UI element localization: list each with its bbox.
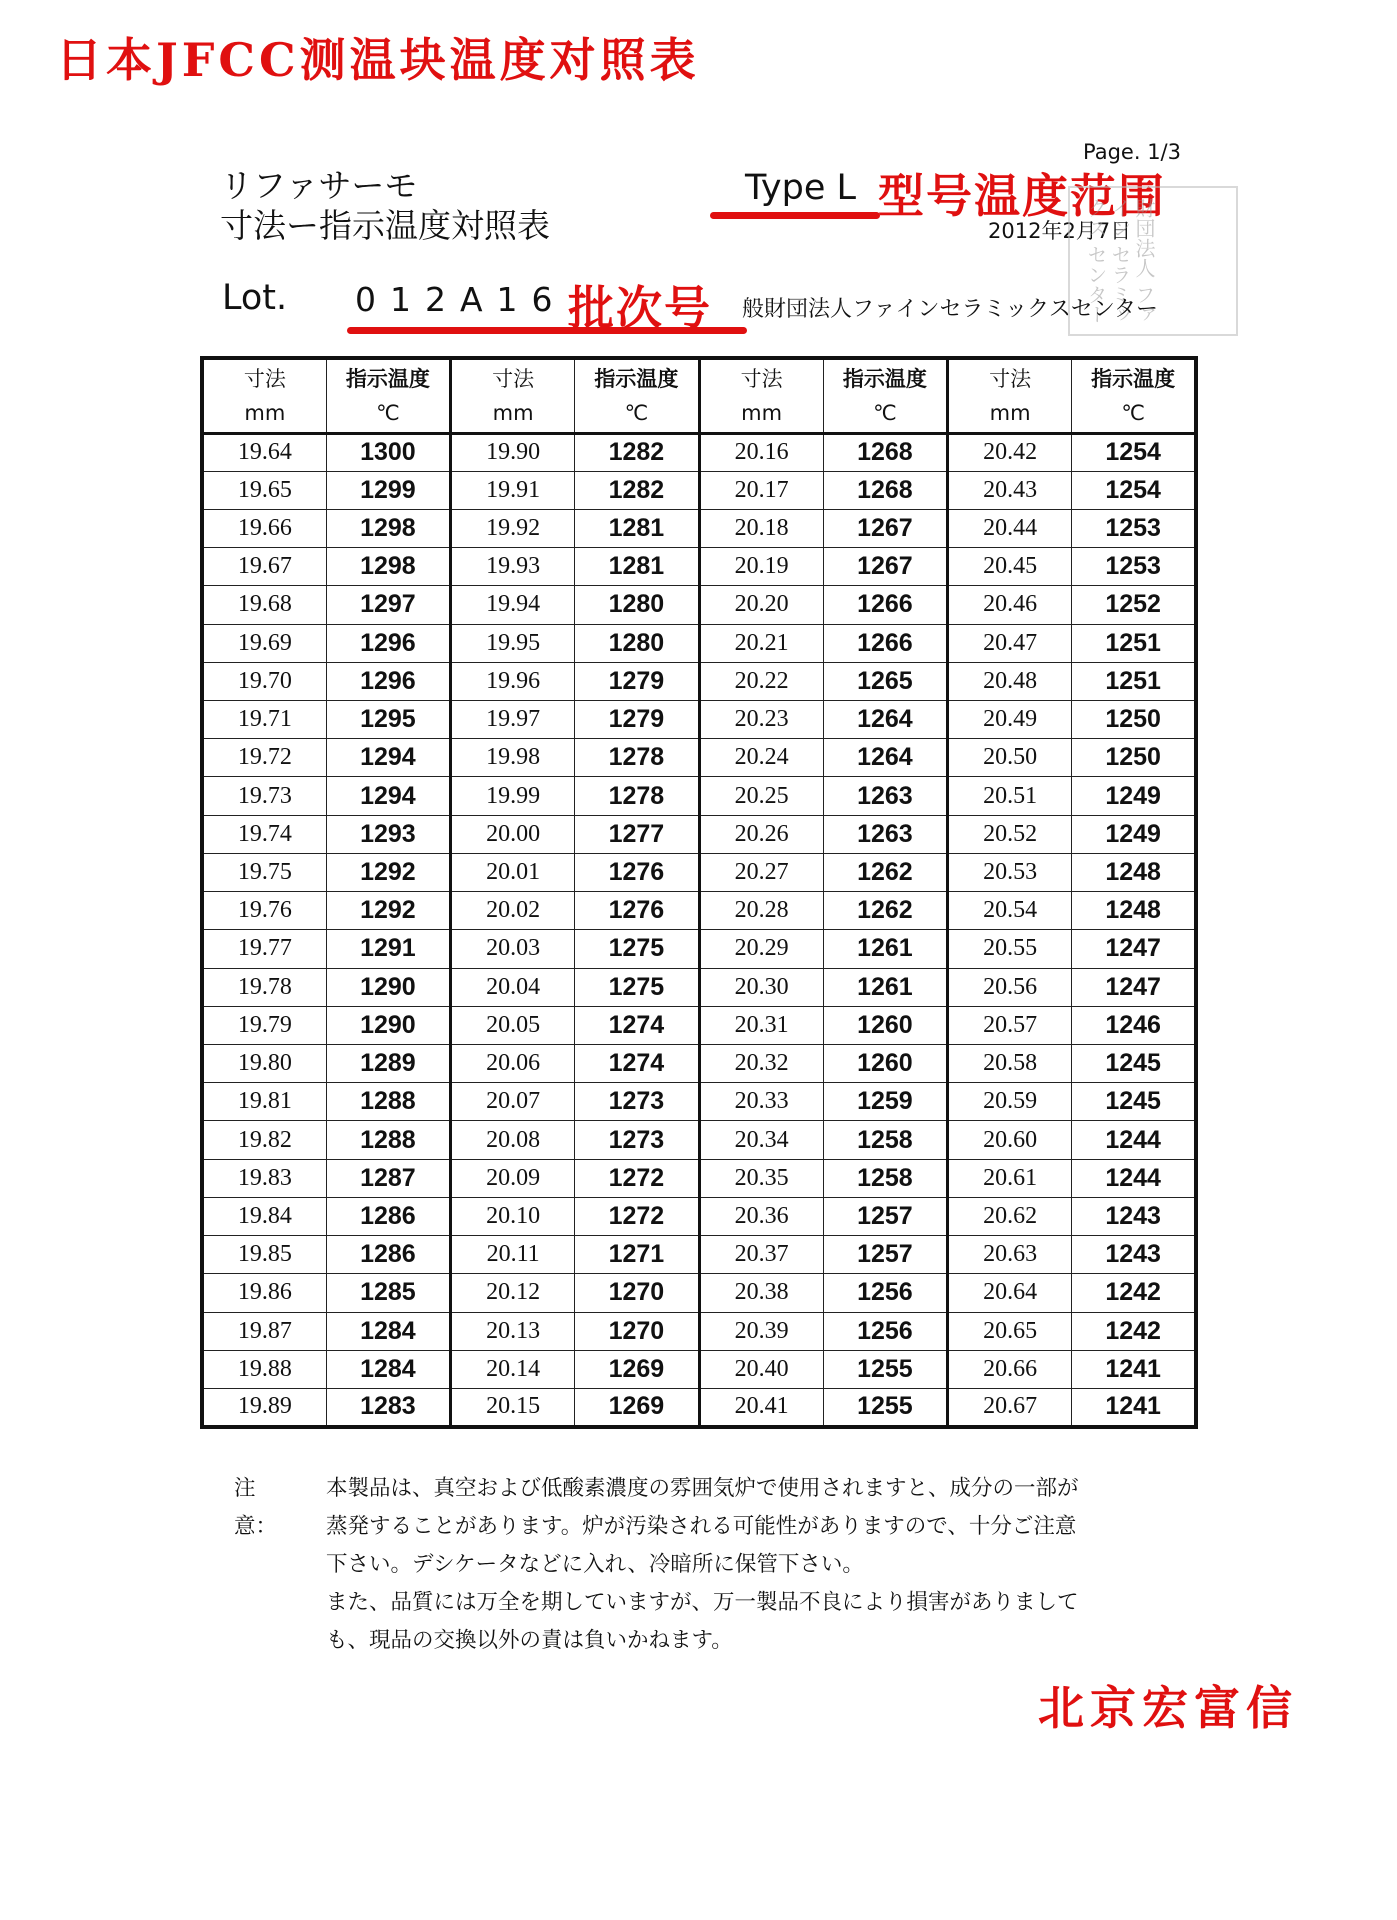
size-cell: 20.34	[699, 1121, 823, 1159]
header-temperature-label: 指示温度	[1091, 366, 1176, 391]
size-cell: 20.01	[451, 853, 575, 891]
size-cell: 19.87	[202, 1312, 326, 1350]
size-cell: 20.20	[699, 586, 823, 624]
size-cell: 20.29	[699, 930, 823, 968]
temperature-cell: 1282	[575, 433, 699, 471]
lot-label: Lot.	[222, 278, 288, 318]
table-row	[202, 433, 1196, 471]
type-range-note: 型号温度范围	[878, 169, 1166, 223]
size-cell: 20.23	[699, 701, 823, 739]
table-row	[202, 777, 1196, 815]
temperature-cell: 1263	[823, 777, 947, 815]
size-cell: 19.69	[202, 624, 326, 662]
size-cell: 20.65	[948, 1312, 1072, 1350]
header-size-unit: mm	[492, 400, 534, 425]
size-cell: 20.38	[699, 1274, 823, 1312]
temperature-cell: 1257	[823, 1197, 947, 1235]
size-cell: 19.86	[202, 1274, 326, 1312]
table-header	[202, 358, 1196, 433]
table-row	[202, 701, 1196, 739]
temperature-cell: 1290	[326, 1006, 450, 1044]
page-number: Page. 1/3	[1083, 140, 1181, 164]
header-temperature-unit: ℃	[1121, 400, 1145, 425]
temperature-cell: 1242	[1072, 1274, 1196, 1312]
size-cell: 19.91	[451, 471, 575, 509]
temperature-cell: 1288	[326, 1121, 450, 1159]
size-cell: 19.85	[202, 1236, 326, 1274]
table-row	[202, 1350, 1196, 1388]
notice-line: 下さい。デシケータなどに入れ、冷暗所に保管下さい。	[326, 1552, 864, 1577]
size-cell: 20.41	[699, 1388, 823, 1427]
size-cell: 20.28	[699, 892, 823, 930]
company-signature: 北京宏富信	[1038, 1681, 1298, 1735]
table-row	[202, 968, 1196, 1006]
temperature-cell: 1295	[326, 701, 450, 739]
table-row	[202, 892, 1196, 930]
product-name: リファサーモ	[220, 166, 418, 205]
size-cell: 19.79	[202, 1006, 326, 1044]
size-cell: 20.36	[699, 1197, 823, 1235]
size-cell: 19.92	[451, 509, 575, 547]
temperature-cell: 1292	[326, 853, 450, 891]
header-temperature-label: 指示温度	[345, 366, 430, 391]
temperature-cell: 1267	[823, 548, 947, 586]
size-cell: 19.82	[202, 1121, 326, 1159]
size-cell: 20.26	[699, 815, 823, 853]
header-temperature-label: 指示温度	[594, 366, 679, 391]
size-cell: 20.52	[948, 815, 1072, 853]
table-row	[202, 509, 1196, 547]
temperature-cell: 1272	[575, 1159, 699, 1197]
size-cell: 20.21	[699, 624, 823, 662]
size-cell: 20.64	[948, 1274, 1072, 1312]
size-cell: 19.80	[202, 1045, 326, 1083]
temperature-cell: 1253	[1072, 509, 1196, 547]
size-cell: 20.53	[948, 853, 1072, 891]
temperature-cell: 1287	[326, 1159, 450, 1197]
temperature-cell: 1253	[1072, 548, 1196, 586]
temperature-cell: 1300	[326, 433, 450, 471]
size-cell: 19.95	[451, 624, 575, 662]
table-row	[202, 1159, 1196, 1197]
temperature-cell: 1271	[575, 1236, 699, 1274]
size-cell: 20.31	[699, 1006, 823, 1044]
table-row	[202, 1083, 1196, 1121]
header-temperature-label: 指示温度	[842, 366, 927, 391]
temperature-cell: 1268	[823, 433, 947, 471]
temperature-cell: 1279	[575, 701, 699, 739]
temperature-cell: 1293	[326, 815, 450, 853]
temperature-cell: 1276	[575, 853, 699, 891]
temperature-table	[200, 356, 1198, 1429]
temperature-cell: 1243	[1072, 1236, 1196, 1274]
size-cell: 20.60	[948, 1121, 1072, 1159]
size-cell: 19.66	[202, 509, 326, 547]
temperature-cell: 1270	[575, 1274, 699, 1312]
table-row	[202, 1388, 1196, 1427]
size-cell: 20.11	[451, 1236, 575, 1274]
size-cell: 20.18	[699, 509, 823, 547]
temperature-cell: 1292	[326, 892, 450, 930]
temperature-cell: 1260	[823, 1006, 947, 1044]
notice-body	[326, 1470, 1206, 1660]
temperature-cell: 1275	[575, 930, 699, 968]
temperature-cell: 1245	[1072, 1045, 1196, 1083]
size-cell: 20.45	[948, 548, 1072, 586]
temperature-cell: 1280	[575, 624, 699, 662]
size-cell: 19.67	[202, 548, 326, 586]
temperature-cell: 1269	[575, 1388, 699, 1427]
temperature-cell: 1262	[823, 892, 947, 930]
size-cell: 20.55	[948, 930, 1072, 968]
size-cell: 19.75	[202, 853, 326, 891]
temperature-cell: 1272	[575, 1197, 699, 1235]
size-cell: 20.40	[699, 1350, 823, 1388]
temperature-cell: 1251	[1072, 624, 1196, 662]
size-cell: 20.19	[699, 548, 823, 586]
size-cell: 20.59	[948, 1083, 1072, 1121]
header-temperature	[823, 358, 947, 433]
table-row	[202, 624, 1196, 662]
temperature-cell: 1298	[326, 548, 450, 586]
table-row	[202, 853, 1196, 891]
temperature-cell: 1252	[1072, 586, 1196, 624]
size-cell: 20.47	[948, 624, 1072, 662]
size-cell: 19.89	[202, 1388, 326, 1427]
temperature-cell: 1296	[326, 662, 450, 700]
lot-value: 012A16	[355, 280, 567, 319]
size-cell: 19.94	[451, 586, 575, 624]
size-cell: 20.06	[451, 1045, 575, 1083]
overlay-title: 日本JFCC测温块温度对照表	[56, 33, 700, 87]
temperature-cell: 1299	[326, 471, 450, 509]
temperature-cell: 1250	[1072, 739, 1196, 777]
table-row	[202, 1312, 1196, 1350]
notice-line: 本製品は、真空および低酸素濃度の雰囲気炉で使用されますと、成分の一部が	[326, 1476, 1079, 1501]
table-row	[202, 471, 1196, 509]
table-row	[202, 739, 1196, 777]
size-cell: 20.33	[699, 1083, 823, 1121]
size-cell: 20.14	[451, 1350, 575, 1388]
temperature-cell: 1279	[575, 662, 699, 700]
size-cell: 19.99	[451, 777, 575, 815]
issuer-name: 般財団法人ファインセラミックスセンター	[742, 297, 1159, 322]
size-cell: 19.84	[202, 1197, 326, 1235]
size-cell: 19.78	[202, 968, 326, 1006]
temperature-cell: 1255	[823, 1388, 947, 1427]
temperature-cell: 1261	[823, 930, 947, 968]
temperature-cell: 1270	[575, 1312, 699, 1350]
size-cell: 20.44	[948, 509, 1072, 547]
type-underline	[710, 212, 880, 219]
temperature-cell: 1245	[1072, 1083, 1196, 1121]
temperature-cell: 1265	[823, 662, 947, 700]
temperature-cell: 1263	[823, 815, 947, 853]
header-size-label: 寸法	[492, 366, 535, 391]
size-cell: 20.07	[451, 1083, 575, 1121]
size-cell: 20.35	[699, 1159, 823, 1197]
header-size-unit: mm	[741, 400, 783, 425]
size-cell: 20.50	[948, 739, 1072, 777]
size-cell: 19.81	[202, 1083, 326, 1121]
temperature-cell: 1268	[823, 471, 947, 509]
temperature-cell: 1278	[575, 739, 699, 777]
temperature-cell: 1247	[1072, 968, 1196, 1006]
temperature-cell: 1274	[575, 1006, 699, 1044]
temperature-cell: 1296	[326, 624, 450, 662]
temperature-cell: 1266	[823, 586, 947, 624]
temperature-cell: 1247	[1072, 930, 1196, 968]
temperature-cell: 1248	[1072, 892, 1196, 930]
header-temperature-unit: ℃	[376, 400, 400, 425]
size-cell: 19.76	[202, 892, 326, 930]
temperature-cell: 1243	[1072, 1197, 1196, 1235]
temperature-cell: 1267	[823, 509, 947, 547]
size-cell: 20.22	[699, 662, 823, 700]
temperature-cell: 1283	[326, 1388, 450, 1427]
temperature-cell: 1281	[575, 509, 699, 547]
temperature-cell: 1290	[326, 968, 450, 1006]
size-cell: 20.57	[948, 1006, 1072, 1044]
temperature-cell: 1241	[1072, 1388, 1196, 1427]
temperature-cell: 1258	[823, 1159, 947, 1197]
table-row	[202, 930, 1196, 968]
header-temperature-unit: ℃	[873, 400, 897, 425]
size-cell: 19.97	[451, 701, 575, 739]
size-cell: 19.71	[202, 701, 326, 739]
table-row	[202, 662, 1196, 700]
issue-date: 2012年2月7日	[988, 219, 1132, 243]
temperature-cell: 1255	[823, 1350, 947, 1388]
temperature-cell: 1280	[575, 586, 699, 624]
notice-line: また、品質には万全を期していますが、万一製品不良により損害がありまして	[326, 1590, 1079, 1615]
temperature-cell: 1251	[1072, 662, 1196, 700]
temperature-cell: 1284	[326, 1312, 450, 1350]
header-size	[699, 358, 823, 433]
temperature-cell: 1291	[326, 930, 450, 968]
table-row	[202, 548, 1196, 586]
size-cell: 20.62	[948, 1197, 1072, 1235]
size-cell: 20.13	[451, 1312, 575, 1350]
notice-line: も、現品の交換以外の責は負いかねます。	[326, 1628, 733, 1653]
size-cell: 20.49	[948, 701, 1072, 739]
temperature-cell: 1297	[326, 586, 450, 624]
temperature-cell: 1262	[823, 853, 947, 891]
size-cell: 20.24	[699, 739, 823, 777]
size-cell: 20.42	[948, 433, 1072, 471]
temperature-cell: 1289	[326, 1045, 450, 1083]
size-cell: 19.72	[202, 739, 326, 777]
size-cell: 20.17	[699, 471, 823, 509]
temperature-cell: 1264	[823, 739, 947, 777]
size-cell: 19.70	[202, 662, 326, 700]
temperature-cell: 1269	[575, 1350, 699, 1388]
temperature-cell: 1254	[1072, 471, 1196, 509]
size-cell: 20.05	[451, 1006, 575, 1044]
size-cell: 20.12	[451, 1274, 575, 1312]
temperature-cell: 1248	[1072, 853, 1196, 891]
header-temperature	[1072, 358, 1196, 433]
temperature-cell: 1285	[326, 1274, 450, 1312]
size-cell: 19.74	[202, 815, 326, 853]
temperature-cell: 1254	[1072, 433, 1196, 471]
size-cell: 20.32	[699, 1045, 823, 1083]
table-row	[202, 1045, 1196, 1083]
temperature-cell: 1244	[1072, 1159, 1196, 1197]
size-cell: 19.83	[202, 1159, 326, 1197]
size-cell: 19.96	[451, 662, 575, 700]
temperature-cell: 1260	[823, 1045, 947, 1083]
temperature-cell: 1256	[823, 1312, 947, 1350]
size-cell: 20.09	[451, 1159, 575, 1197]
temperature-cell: 1261	[823, 968, 947, 1006]
temperature-cell: 1266	[823, 624, 947, 662]
header-temperature-unit: ℃	[624, 400, 649, 425]
size-cell: 20.43	[948, 471, 1072, 509]
temperature-cell: 1273	[575, 1083, 699, 1121]
temperature-cell: 1258	[823, 1121, 947, 1159]
table-title: 寸法ー指示温度対照表	[220, 206, 550, 245]
temperature-cell: 1246	[1072, 1006, 1196, 1044]
size-cell: 20.37	[699, 1236, 823, 1274]
size-cell: 19.65	[202, 471, 326, 509]
temperature-cell: 1250	[1072, 701, 1196, 739]
size-cell: 20.00	[451, 815, 575, 853]
document-title	[220, 166, 550, 246]
size-cell: 19.68	[202, 586, 326, 624]
temperature-cell: 1249	[1072, 777, 1196, 815]
table-body	[202, 433, 1196, 1427]
table-row	[202, 1236, 1196, 1274]
temperature-cell: 1286	[326, 1197, 450, 1235]
temperature-cell: 1264	[823, 701, 947, 739]
lot-number-note: 批次号	[568, 281, 712, 335]
size-cell: 19.98	[451, 739, 575, 777]
temperature-cell: 1281	[575, 548, 699, 586]
size-cell: 20.67	[948, 1388, 1072, 1427]
seal-stamp-text: 財団法人 ファイン セラミックス センター	[1084, 198, 1156, 325]
temperature-cell: 1294	[326, 739, 450, 777]
table-row	[202, 586, 1196, 624]
table-row	[202, 1197, 1196, 1235]
temperature-cell: 1282	[575, 471, 699, 509]
size-cell: 19.90	[451, 433, 575, 471]
temperature-cell: 1273	[575, 1121, 699, 1159]
size-cell: 19.93	[451, 548, 575, 586]
temperature-cell: 1249	[1072, 815, 1196, 853]
temperature-cell: 1298	[326, 509, 450, 547]
size-cell: 20.46	[948, 586, 1072, 624]
temperature-cell: 1278	[575, 777, 699, 815]
size-cell: 20.08	[451, 1121, 575, 1159]
table-row	[202, 1006, 1196, 1044]
temperature-cell: 1276	[575, 892, 699, 930]
temperature-cell: 1274	[575, 1045, 699, 1083]
temperature-cell: 1284	[326, 1350, 450, 1388]
size-cell: 20.63	[948, 1236, 1072, 1274]
size-cell: 19.73	[202, 777, 326, 815]
table-row	[202, 1274, 1196, 1312]
size-cell: 20.25	[699, 777, 823, 815]
temperature-cell: 1275	[575, 968, 699, 1006]
size-cell: 20.15	[451, 1388, 575, 1427]
size-cell: 20.10	[451, 1197, 575, 1235]
size-cell: 20.30	[699, 968, 823, 1006]
size-cell: 20.66	[948, 1350, 1072, 1388]
header-size-label: 寸法	[989, 366, 1032, 391]
header-temperature	[575, 358, 699, 433]
temperature-cell: 1256	[823, 1274, 947, 1312]
temperature-cell: 1259	[823, 1083, 947, 1121]
header-size-unit: mm	[244, 400, 286, 425]
temperature-cell: 1241	[1072, 1350, 1196, 1388]
size-cell: 19.77	[202, 930, 326, 968]
header-size-unit: mm	[989, 400, 1031, 425]
size-cell: 20.27	[699, 853, 823, 891]
size-cell: 19.64	[202, 433, 326, 471]
type-label: Type L	[745, 168, 857, 208]
table-row	[202, 815, 1196, 853]
size-cell: 20.02	[451, 892, 575, 930]
temperature-cell: 1242	[1072, 1312, 1196, 1350]
size-cell: 20.58	[948, 1045, 1072, 1083]
size-cell: 20.16	[699, 433, 823, 471]
temperature-cell: 1244	[1072, 1121, 1196, 1159]
table-row	[202, 1121, 1196, 1159]
header-temperature	[326, 358, 450, 433]
size-cell: 20.39	[699, 1312, 823, 1350]
header-size-label: 寸法	[740, 366, 783, 391]
size-cell: 20.03	[451, 930, 575, 968]
notice-label: 注意：	[234, 1476, 278, 1539]
size-cell: 20.54	[948, 892, 1072, 930]
temperature-cell: 1288	[326, 1083, 450, 1121]
size-cell: 20.61	[948, 1159, 1072, 1197]
temperature-cell: 1277	[575, 815, 699, 853]
header-size	[948, 358, 1072, 433]
header-size-label: 寸法	[243, 366, 286, 391]
size-cell: 20.51	[948, 777, 1072, 815]
temperature-cell: 1294	[326, 777, 450, 815]
temperature-cell: 1286	[326, 1236, 450, 1274]
size-cell: 20.56	[948, 968, 1072, 1006]
temperature-cell: 1257	[823, 1236, 947, 1274]
size-cell: 20.48	[948, 662, 1072, 700]
header-size	[451, 358, 575, 433]
header-row	[202, 358, 1196, 433]
size-cell: 19.88	[202, 1350, 326, 1388]
header-size	[202, 358, 326, 433]
size-cell: 20.04	[451, 968, 575, 1006]
notice-line: 蒸発することがあります。炉が汚染される可能性がありますので、十分ご注意	[326, 1514, 1077, 1539]
